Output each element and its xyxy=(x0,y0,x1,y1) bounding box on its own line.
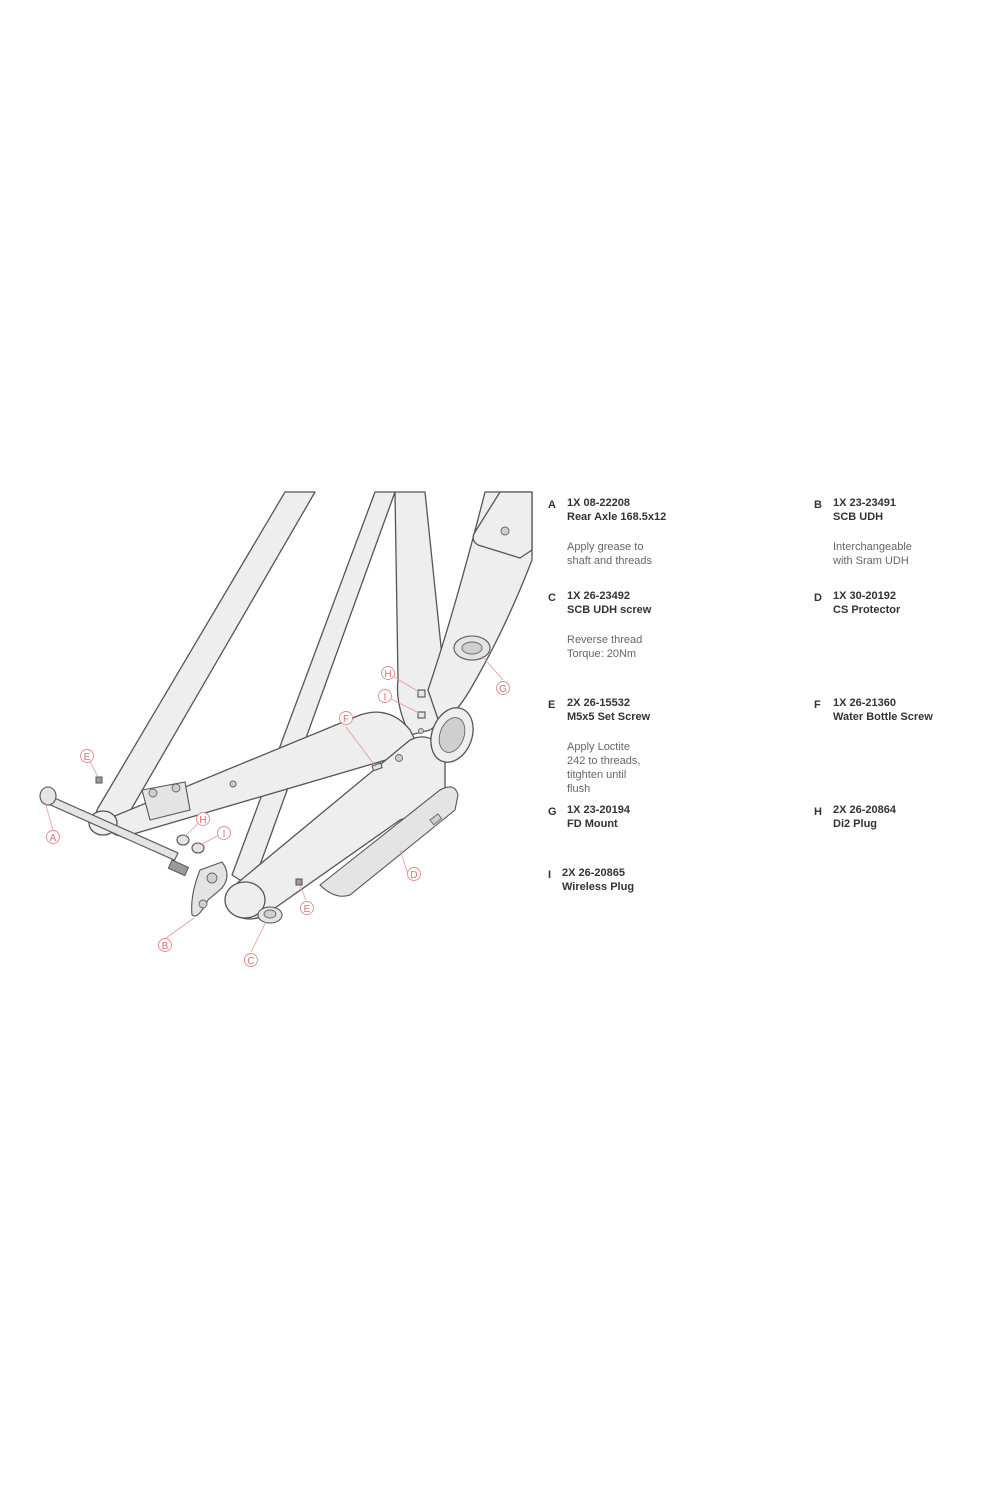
part-name: Di2 Plug xyxy=(833,818,878,830)
callout-g xyxy=(497,682,510,696)
callout-d-label: D xyxy=(410,870,418,881)
part-letter: E xyxy=(548,699,556,711)
part-letter: D xyxy=(814,592,822,604)
part-letter: C xyxy=(548,592,556,604)
callout-e1 xyxy=(81,750,94,764)
part-number: 1X 08-22208 xyxy=(567,497,630,509)
part-letter: I xyxy=(548,869,552,881)
callout-f-label: F xyxy=(342,714,350,725)
callout-g-label: G xyxy=(499,684,507,695)
bracket-hole-1 xyxy=(149,789,157,797)
part-number: 1X 30-20192 xyxy=(833,590,896,602)
leader-c xyxy=(251,922,266,952)
part-letter: B xyxy=(814,499,822,511)
part-number: 2X 26-20864 xyxy=(833,804,896,816)
callout-e1-label: E xyxy=(83,752,91,763)
frame-hole-bb xyxy=(419,729,424,734)
udh-hanger xyxy=(192,862,227,916)
part-number: 1X 23-20194 xyxy=(567,804,630,816)
callout-h2-label: H xyxy=(199,815,207,826)
part-number: 2X 26-20865 xyxy=(562,867,625,879)
part-letter: F xyxy=(814,699,821,711)
fd-mount-ring xyxy=(462,642,482,654)
callout-b xyxy=(159,939,172,953)
frame-exploded-diagram xyxy=(0,490,535,980)
udh-hole-lower xyxy=(199,900,207,908)
callout-e2-label: E xyxy=(303,904,311,915)
stay-hole xyxy=(230,781,236,787)
set-screw-e2 xyxy=(296,879,302,885)
callout-i1-label: I xyxy=(383,692,387,703)
callout-e2 xyxy=(301,902,314,916)
callout-a xyxy=(47,831,60,845)
frame-hole-f xyxy=(396,755,403,762)
callout-b-label: B xyxy=(161,941,169,952)
leader-d xyxy=(400,850,408,874)
part-letter: A xyxy=(548,499,556,511)
part-letter: H xyxy=(814,806,822,818)
part-note: Reverse thread Torque: 20Nm xyxy=(567,634,643,660)
callout-i2 xyxy=(218,827,231,841)
callout-i2-label: I xyxy=(222,829,226,840)
udh-screw-head xyxy=(264,910,276,918)
callout-c xyxy=(245,954,258,968)
part-name: CS Protector xyxy=(833,604,901,616)
bracket-hole-2 xyxy=(172,784,180,792)
callout-h1-label: H xyxy=(384,669,392,680)
panel-hole xyxy=(501,527,509,535)
part-name: FD Mount xyxy=(567,818,618,830)
part-name: Water Bottle Screw xyxy=(833,711,933,723)
callout-f xyxy=(340,712,353,726)
part-number: 1X 26-23492 xyxy=(567,590,630,602)
part-name: M5x5 Set Screw xyxy=(567,711,651,723)
part-number: 1X 26-21360 xyxy=(833,697,896,709)
part-name: Rear Axle 168.5x12 xyxy=(567,511,667,523)
udh-hole xyxy=(207,873,217,883)
part-letter: G xyxy=(548,806,557,818)
di2-plug-rear xyxy=(177,835,189,845)
part-number: 1X 23-23491 xyxy=(833,497,896,509)
wireless-plug-rear xyxy=(192,843,204,853)
part-note: Apply Loctite 242 to threads, titghten until flush xyxy=(567,741,641,795)
axle-head xyxy=(40,787,56,805)
callout-i1 xyxy=(379,690,392,704)
part-number: 2X 26-15532 xyxy=(567,697,630,709)
axle-thread xyxy=(168,860,188,876)
callout-c-label: C xyxy=(247,956,255,967)
set-screw-e1 xyxy=(96,777,102,783)
part-name: Wireless Plug xyxy=(562,881,635,893)
part-name: SCB UDH screw xyxy=(567,604,652,616)
part-note: Apply grease to shaft and threads xyxy=(567,541,653,567)
callout-a-label: A xyxy=(49,833,57,844)
leader-b xyxy=(166,918,194,938)
frame-drawing xyxy=(0,490,535,980)
part-note: Interchangeable with Sram UDH xyxy=(833,541,912,567)
leader-a xyxy=(45,802,53,830)
leader-g xyxy=(482,656,503,680)
part-name: SCB UDH xyxy=(833,511,884,523)
di2-plug-top xyxy=(418,690,425,697)
callout-h2 xyxy=(197,813,210,827)
callout-d xyxy=(408,868,421,882)
callout-h1 xyxy=(382,667,395,681)
